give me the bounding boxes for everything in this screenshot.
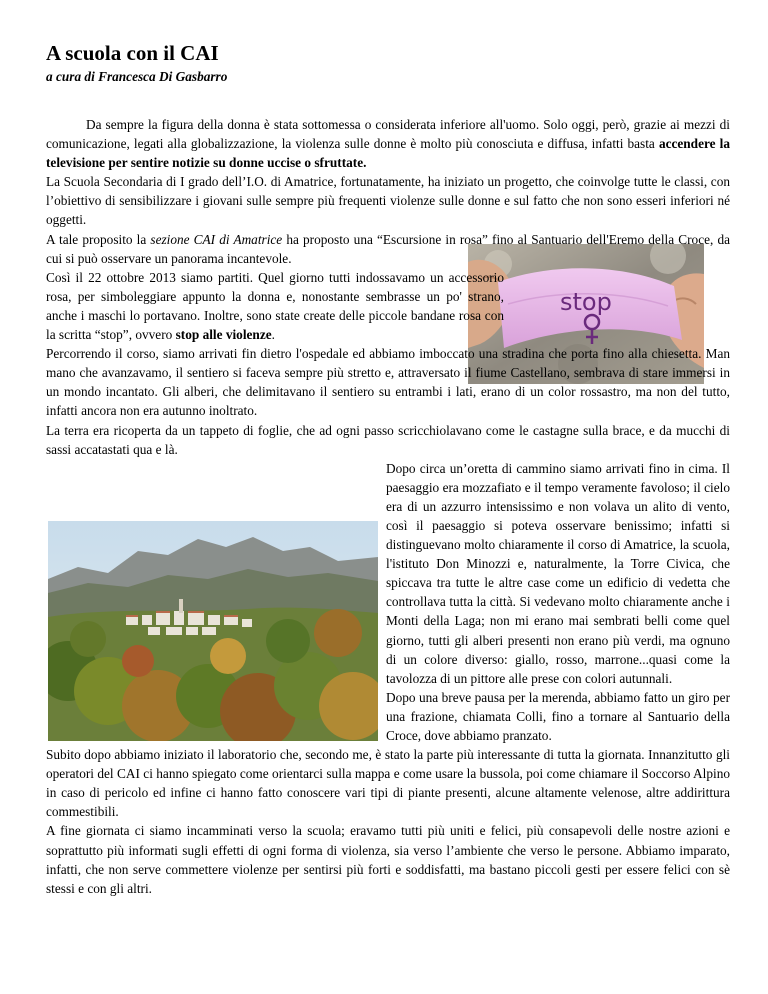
paragraph-workshop: Subito dopo abbiamo iniziato il laboratorio che, secondo me, è stato la parte più interessante di tutta la giornata. Innanzitutto gli operatori del CAI ci hanno spiegato come orientarci sulla mappa e come usare la bussola, poi come chiamare il Soccorso Alpino in caso di pericolo ed infine ci hanno fatto conoscere vari tipi di piante presenti, alcune altamente velenose, altre addirittura commestibili. <box>46 747 730 820</box>
bandana-stop-text: stop <box>560 288 612 316</box>
paragraph-leaves: La terra era ricoperta da un tappeto di foglie, che ad ogni passo scricchiolavano come le castagne sulla brace, e da mucchi di sassi accatastati qua e là. <box>46 422 730 457</box>
paragraph-intro-bold: accendere la televisione per sentire notizie su donne uccise o sfruttate. <box>46 136 730 171</box>
article-title: A scuola con il CAI <box>46 41 219 65</box>
paragraph-path: Percorrendo il corso, siamo arrivati fin dietro l'ospedale ed abbiamo imboccato una stradina che porta fino alla chiesetta. Man mano che avanzavamo, il sentiero si faceva sempre più stretto e, attraversato il fiume Castellano, sembrava di stare immersi in un mondo incantato. Gli alberi, che delimitavano il sentiero su entrambi i lati, erano di un color rossastro, ma non del tutto, infatti ancora non era autunno inoltrato. <box>46 346 730 419</box>
paragraph-cai-text-a: A tale proposito la <box>46 231 151 247</box>
paragraph-project: La Scuola Secondaria di I grado dell’I.O. di Amatrice, fortunatamente, ha iniziato un progetto, che coinvolge tutte le classi, con l’obiettivo di sensibilizzare i giovani sulle sempre più frequenti violenze sulle donne e sul fatto che non sono esseri inferiori né oggetti. <box>46 174 730 228</box>
paragraph-colli: Dopo una breve pausa per la merenda, abbiamo fatto un giro per una frazione, chiamata Colli, fino a tornare al Santuario della Croce, dove abbiamo pranzato. <box>386 689 730 743</box>
article-byline: a cura di Francesca Di Gasbarro <box>46 69 228 84</box>
paragraph-cai-text-c: ha proposto una “Escursione in rosa” fino al Santuario dell'Eremo della Croce, da cui si può osservare un panorama incantevole. <box>46 231 730 266</box>
article <box>46 40 730 898</box>
paragraph-departure-bold: stop alle violenze <box>175 327 272 343</box>
paragraph-cai <box>46 230 730 268</box>
wrap-beside-stop-photo <box>46 268 730 344</box>
paragraph-summit <box>46 459 730 688</box>
panorama-float-spacer <box>46 478 386 698</box>
paragraph-departure <box>46 268 504 344</box>
article-body <box>46 115 730 898</box>
paragraph-conclusion: A fine giornata ci siamo incamminati verso la scuola; eravamo tutti più uniti e felici, più consapevoli delle nostre azioni e soprattutto più informati sugli effetti di ogni forma di violenza, sia verso l’ambiente che verso le persone. Abbiamo imparato, infatti, che non serve commettere violenze per sentirsi più forti e soddisfatti, ma bastano piccoli gesti per essere felici con sè stessi e con gli altri. <box>46 823 730 896</box>
paragraph-departure-text-c: . <box>271 327 275 343</box>
paragraph-summit-text: Dopo circa un’oretta di cammino siamo arrivati fino in cima. Il paesaggio era mozzafiato e il tempo veramente favoloso; il cielo era di un azzurro intensissimo e non volava un alito di vento, così il paesaggio si poteva osservare benissimo; infatti si distinguevano molto chiaramente il corso di Amatrice, la scuola, l'istituto Don Minozzi e, naturalmente, la Torre Civica, che spiccava tra tutte le altre case come un edificio di vedetta che controllava tutta la città. Si vedevano molto chiaramente anche i Monti della Laga; non mi erano mai sembrati belli come quel giorno, tutti gli alberi presenti non erano più verdi, ma ognuno di un colore diverso: giallo, rosso, marrone...quasi come la tavolozza di un pittore alle prese con colori autunnali. <box>386 460 730 686</box>
paragraph-intro-text: Da sempre la figura della donna è stata sottomessa o considerata inferiore all'uomo. Solo oggi, però, grazie ai mezzi di comunicazione, legati alla globalizzazione, la violenza sulle donne è molto più conosciuta e diffusa, infatti basta <box>46 117 730 152</box>
paragraph-departure-text-a: Così il 22 ottobre 2013 siamo partiti. Quel giorno tutti indossavamo un accessorio rosa, per simboleggiare appunto la donna e, nonostante sembrasse un po' strano, anche i maschi lo portavano. Inoltre, sono state create delle piccole bandane rosa con la scritta “stop”, ovvero <box>46 269 504 343</box>
paragraph-cai-italic: sezione CAI di Amatrice <box>150 231 283 247</box>
paragraph-intro <box>46 115 730 172</box>
